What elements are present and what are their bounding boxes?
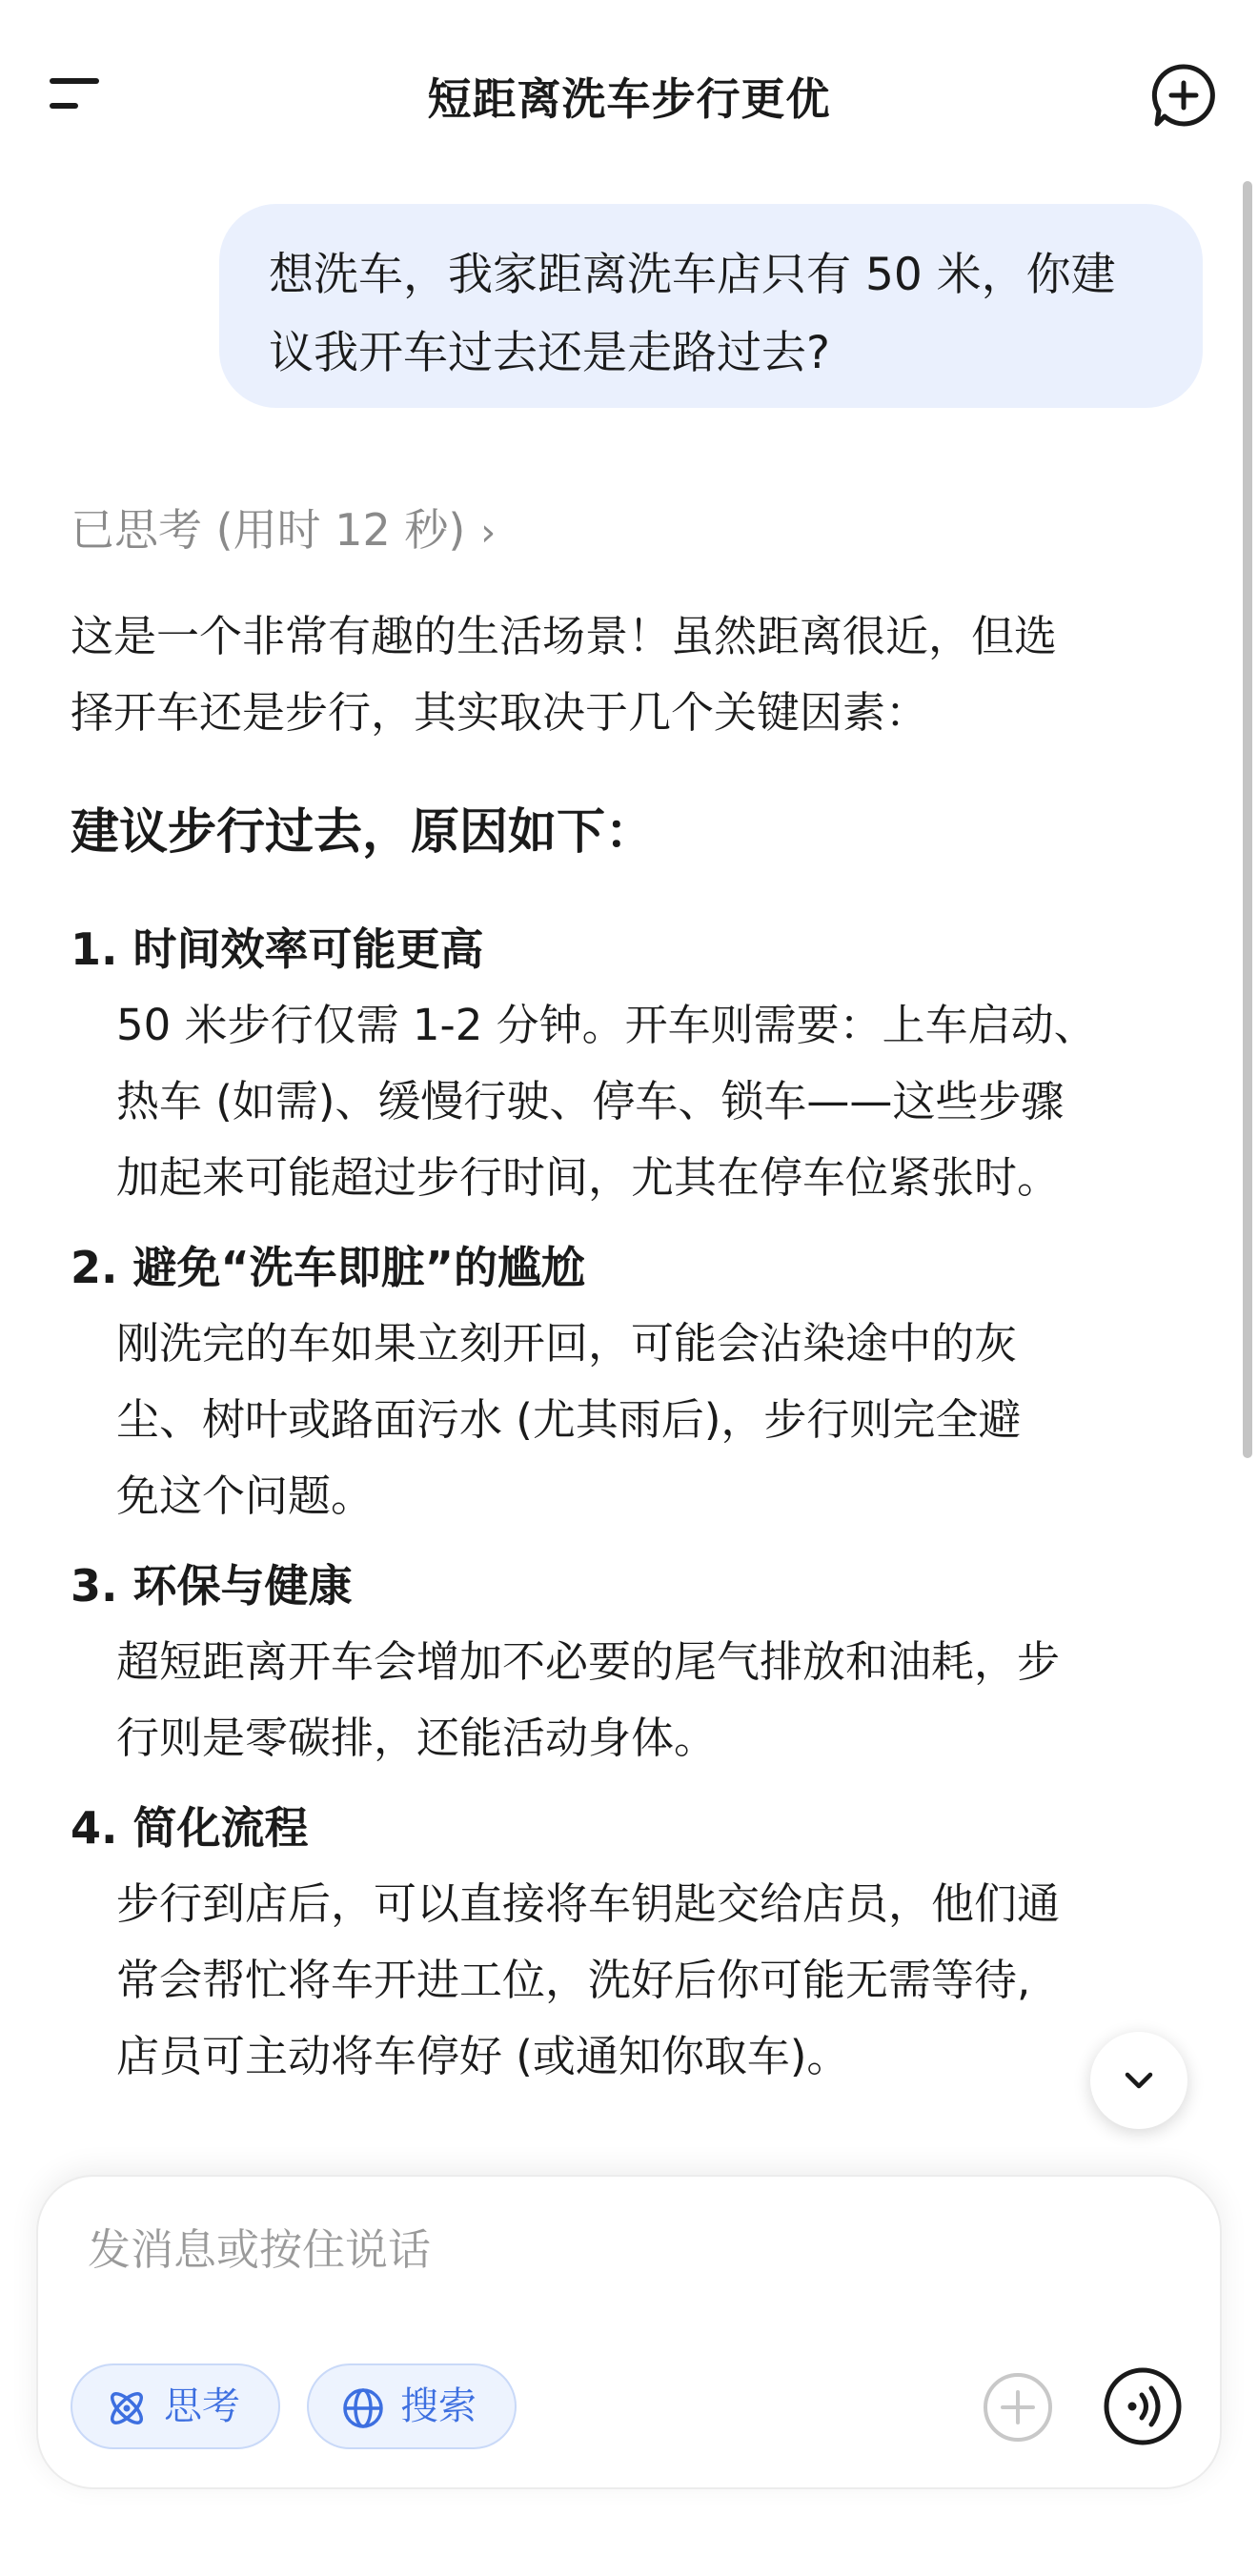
message-input[interactable] — [86, 2215, 947, 2283]
think-toggle-button[interactable] — [71, 2363, 280, 2449]
search-toggle-button[interactable] — [307, 2363, 517, 2449]
reason-line: 50 米步行仅需 1-2 分钟。开车则需要：上车启动、 — [116, 1000, 1097, 1050]
globe-icon — [341, 2386, 385, 2430]
reason-title: 4. 简化流程 — [71, 1802, 309, 1854]
reason-line: 超短距离开车会增加不必要的尾气排放和油耗，步 — [116, 1636, 1061, 1687]
scrollbar[interactable] — [1243, 181, 1252, 1458]
voice-wave-icon — [1100, 2363, 1186, 2449]
reason-item — [71, 1548, 1186, 1776]
reason-item — [71, 911, 1186, 1216]
search-label: 搜索 — [400, 2384, 477, 2428]
atom-icon — [105, 2386, 149, 2430]
plus-icon — [978, 2367, 1058, 2447]
scroll-to-bottom-button[interactable] — [1090, 2032, 1187, 2129]
conversation-title: 短距离洗车步行更优 — [427, 73, 831, 125]
attach-button[interactable] — [978, 2367, 1058, 2447]
reason-line: 加起来可能超过步行时间，尤其在停车位紧张时。 — [116, 1152, 1061, 1203]
reason-line: 店员可主动将车停好 (或通知你取车)。 — [116, 2031, 850, 2081]
thinking-label: 已思考 (用时 12 秒) — [71, 504, 466, 556]
voice-call-button[interactable] — [1100, 2363, 1186, 2449]
reason-body — [71, 1306, 1186, 1534]
reason-body — [71, 1866, 1186, 2095]
reason-title: 2. 避免“洗车即脏”的尴尬 — [71, 1242, 585, 1293]
new-chat-button[interactable] — [1151, 63, 1216, 128]
reason-line: 免这个问题。 — [116, 1471, 375, 1521]
user-message-line: 想洗车，我家距离洗车店只有 50 米，你建 — [269, 249, 1116, 301]
new-chat-icon — [1151, 63, 1216, 128]
top-bar — [0, 0, 1258, 191]
answer-intro — [71, 598, 1186, 751]
reason-line: 刚洗完的车如果立刻开回，可能会沾染途中的灰 — [116, 1318, 1018, 1369]
answer-heading: 建议步行过去，原因如下： — [71, 804, 655, 861]
answer-intro-line: 这是一个非常有趣的生活场景！虽然距离很近，但选 — [71, 611, 1058, 661]
think-label: 思考 — [164, 2384, 240, 2428]
chevron-down-icon — [1120, 2061, 1158, 2099]
reason-item — [71, 1229, 1186, 1534]
user-message-line: 议我开车过去还是走路过去? — [269, 327, 830, 379]
chevron-right-icon: › — [480, 511, 497, 555]
user-message-bubble — [219, 204, 1203, 408]
reason-line: 尘、树叶或路面污水 (尤其雨后)，步行则完全避 — [116, 1394, 1022, 1445]
reason-body — [71, 1624, 1186, 1776]
reason-line: 步行到店后，可以直接将车钥匙交给店员，他们通 — [116, 1878, 1061, 1929]
reason-item — [71, 1790, 1186, 2095]
reason-body — [71, 987, 1186, 1216]
message-composer — [36, 2175, 1222, 2489]
answer-intro-line: 择开车还是步行，其实取决于几个关键因素： — [71, 687, 929, 738]
reason-line: 行则是零碳排，还能活动身体。 — [116, 1713, 718, 1763]
reason-line: 热车 (如需)、缓慢行驶、停车、锁车——这些步骤 — [116, 1076, 1065, 1126]
thinking-toggle[interactable] — [71, 496, 496, 558]
reason-line: 常会帮忙将车开进工位，洗好后你可能无需等待, — [116, 1955, 1031, 2005]
reason-title: 3. 环保与健康 — [71, 1560, 353, 1612]
assistant-answer — [71, 598, 1186, 2108]
reason-title: 1. 时间效率可能更高 — [71, 923, 484, 975]
